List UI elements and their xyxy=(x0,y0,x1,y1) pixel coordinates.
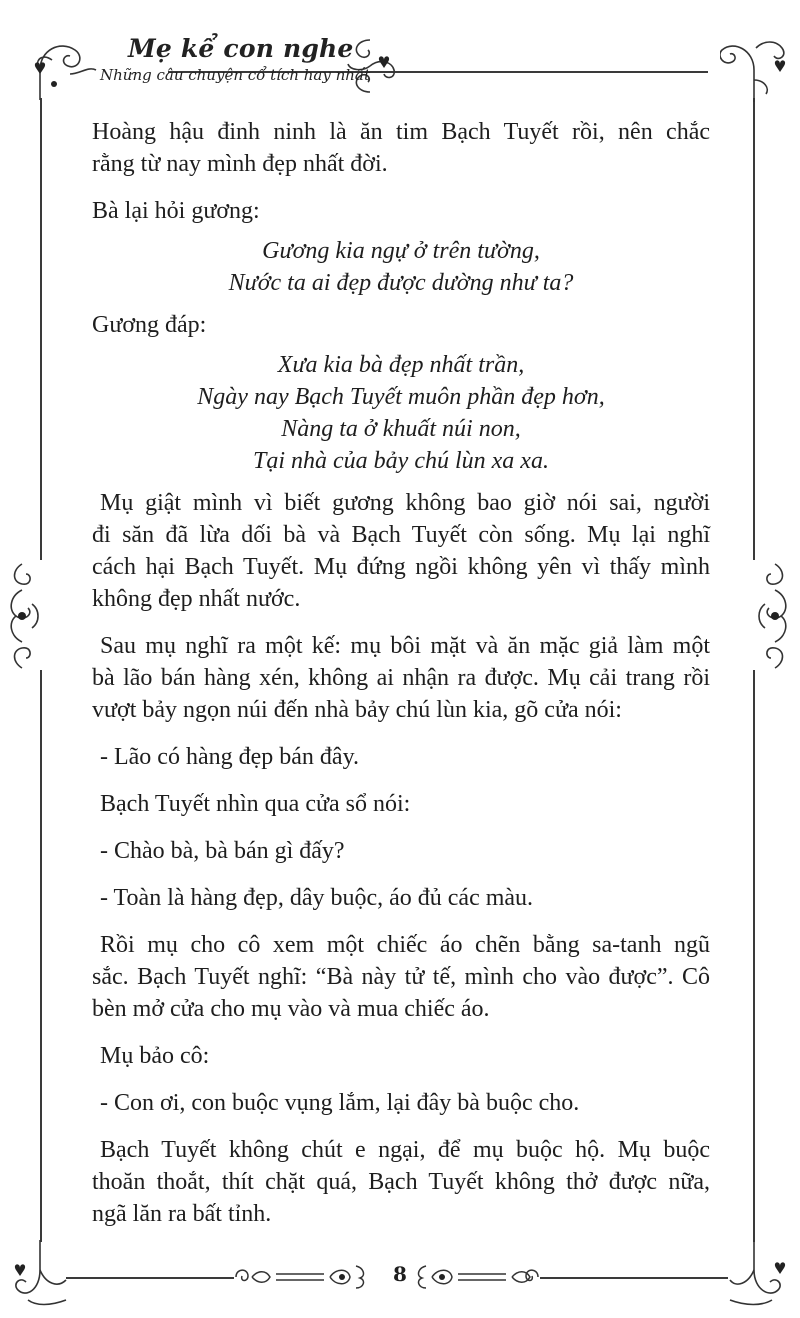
page-number: 8 xyxy=(393,1262,407,1286)
text-line: rằng từ nay mình đẹp nhất đời. xyxy=(92,151,388,177)
frame-bottom-line xyxy=(66,1277,234,1279)
text-line: Mụ giật mình vì biết gương không bao giờ nói sai, người xyxy=(100,490,710,516)
verse xyxy=(92,349,710,477)
paragraph: - Toàn là hàng đẹp, dây buộc, áo đủ các màu. xyxy=(100,885,534,911)
text-line: Hoàng hậu đinh ninh là ăn tim Bạch Tuyết rồi, nên chắc xyxy=(92,119,710,145)
text-line: bà lão bán hàng xén, không ai nhận ra được. Mụ cải trang rồi xyxy=(92,665,710,691)
side-flourish-icon xyxy=(2,560,42,672)
text-line: cách hại Bạch Tuyết. Mụ đứng ngồi không yên vì thấy mình xyxy=(92,554,710,580)
verse-line: Nàng ta ở khuất núi non, xyxy=(281,416,521,442)
paragraph xyxy=(92,630,710,726)
paragraph: Bà lại hỏi gương: xyxy=(92,198,260,224)
verse-line: Xưa kia bà đẹp nhất trần, xyxy=(277,352,525,378)
story-text xyxy=(92,116,710,1245)
corner-flourish-icon xyxy=(726,1240,790,1310)
side-flourish-icon xyxy=(755,560,795,672)
book-subtitle: Những câu chuyện cổ tích hay nhất xyxy=(100,66,371,84)
text-line: vượt bảy ngọn núi đến nhà bảy chú lùn kia, gõ cửa nói: xyxy=(92,697,622,723)
footer-flourish-icon xyxy=(232,1260,372,1294)
text-line: Rồi mụ cho cô xem một chiếc áo chẽn bằng sa-tanh ngũ xyxy=(100,932,710,958)
verse xyxy=(92,235,710,299)
paragraph xyxy=(92,487,710,615)
corner-flourish-icon xyxy=(720,30,792,102)
paragraph: Gương đáp: xyxy=(92,312,207,338)
text-line: bèn mở cửa cho mụ vào và mua chiếc áo. xyxy=(92,996,490,1022)
paragraph xyxy=(92,116,710,180)
paragraph: Mụ bảo cô: xyxy=(100,1043,210,1069)
frame-right-line xyxy=(753,670,755,1242)
text-line: sắc. Bạch Tuyết nghĩ: “Bà này tử tế, mình cho vào được”. Cô xyxy=(92,964,710,990)
paragraph: - Chào bà, bà bán gì đấy? xyxy=(100,838,345,864)
frame-bottom-line xyxy=(540,1277,728,1279)
frame-right-line xyxy=(753,98,755,560)
text-line: ngã lăn ra bất tỉnh. xyxy=(92,1201,272,1227)
corner-flourish-icon xyxy=(10,1240,70,1310)
paragraph: - Lão có hàng đẹp bán đây. xyxy=(100,744,360,770)
verse-line: Tại nhà của bảy chú lùn xa xa. xyxy=(253,448,549,474)
verse-line: Gương kia ngự ở trên tường, xyxy=(262,238,540,264)
text-line: thoăn thoắt, thít chặt quá, Bạch Tuyết không thở được nữa, xyxy=(92,1169,710,1195)
text-line: Sau mụ nghĩ ra một kế: mụ bôi mặt và ăn mặc giả làm một xyxy=(100,633,710,659)
text-line: Bạch Tuyết không chút e ngại, để mụ buộc hộ. Mụ buộc xyxy=(100,1137,710,1163)
paragraph xyxy=(92,1134,710,1230)
footer-flourish-icon xyxy=(412,1260,542,1294)
paragraph xyxy=(92,929,710,1025)
paragraph: - Con ơi, con buộc vụng lắm, lại đây bà buộc cho. xyxy=(100,1090,580,1116)
text-line: không đẹp nhất nước. xyxy=(92,586,301,612)
text-line: đi săn đã lừa dối bà và Bạch Tuyết còn sống. Mụ lại nghĩ xyxy=(92,522,710,548)
verse-line: Ngày nay Bạch Tuyết muôn phần đẹp hơn, xyxy=(197,384,605,410)
book-title: Mẹ kể con nghe xyxy=(128,34,354,63)
frame-left-line xyxy=(40,98,42,560)
verse-line: Nước ta ai đẹp được dường như ta? xyxy=(228,270,574,296)
corner-flourish-icon xyxy=(30,30,100,100)
paragraph: Bạch Tuyết nhìn qua cửa sổ nói: xyxy=(100,791,411,817)
frame-left-line xyxy=(40,670,42,1242)
